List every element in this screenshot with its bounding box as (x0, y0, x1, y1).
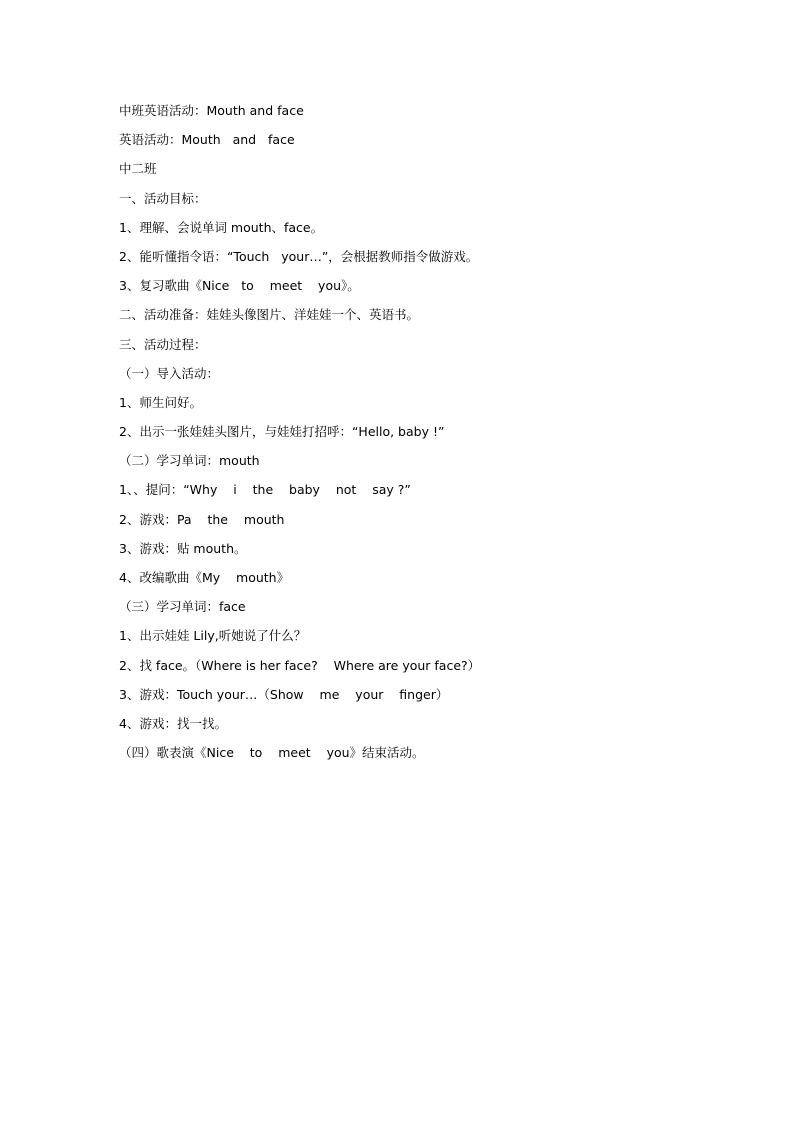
process-item: 2、游戏：Pa the mouth (119, 511, 285, 527)
process-item: 4、游戏：找一找。 (119, 715, 227, 731)
goal-item: 3、复习歌曲《Nice to meet you》。 (119, 278, 360, 294)
goal-item: 2、能听懂指令语：“Touch your…”，会根据教师指令做游戏。 (119, 248, 479, 264)
document-title: 中班英语活动：Mouth and face (119, 103, 304, 118)
process-item: 1、、提问：“Why i the baby not say ?” (119, 482, 411, 498)
process-item: 1、师生问好。 (119, 394, 202, 410)
process-item: 4、改编歌曲《My mouth》 (119, 570, 290, 585)
process-item: 2、出示一张娃娃头图片，与娃娃打招呼：“Hello, baby !” (119, 424, 445, 440)
subsection-heading: （一）导入活动： (119, 365, 220, 381)
process-item: 3、游戏：Touch your…（Show me your finger） (119, 686, 449, 702)
subsection-heading: （四）歌表演《Nice to meet you》结束活动。 (119, 745, 425, 761)
section-heading-process: 三、活动过程： (119, 336, 207, 352)
document-body (119, 101, 719, 772)
subsection-heading: （三）学习单词：face (119, 599, 246, 615)
section-heading-preparation: 二、活动准备：娃娃头像图片、洋娃娃一个、英语书。 (119, 307, 420, 323)
class-name: 中二班 (119, 161, 157, 177)
subsection-heading: （二）学习单词：mouth (119, 453, 260, 469)
activity-subtitle: 英语活动：Mouth and face (119, 132, 295, 148)
section-heading-goals: 一、活动目标： (119, 190, 207, 206)
goal-item: 1、理解、会说单词 mouth、face。 (119, 219, 324, 235)
process-item: 1、出示娃娃 Lily,听她说了什么？ (119, 628, 307, 644)
process-item: 3、游戏：贴 mouth。 (119, 540, 247, 556)
process-item: 2、找 face。（Where is her face? Where are your face?） (119, 657, 481, 673)
